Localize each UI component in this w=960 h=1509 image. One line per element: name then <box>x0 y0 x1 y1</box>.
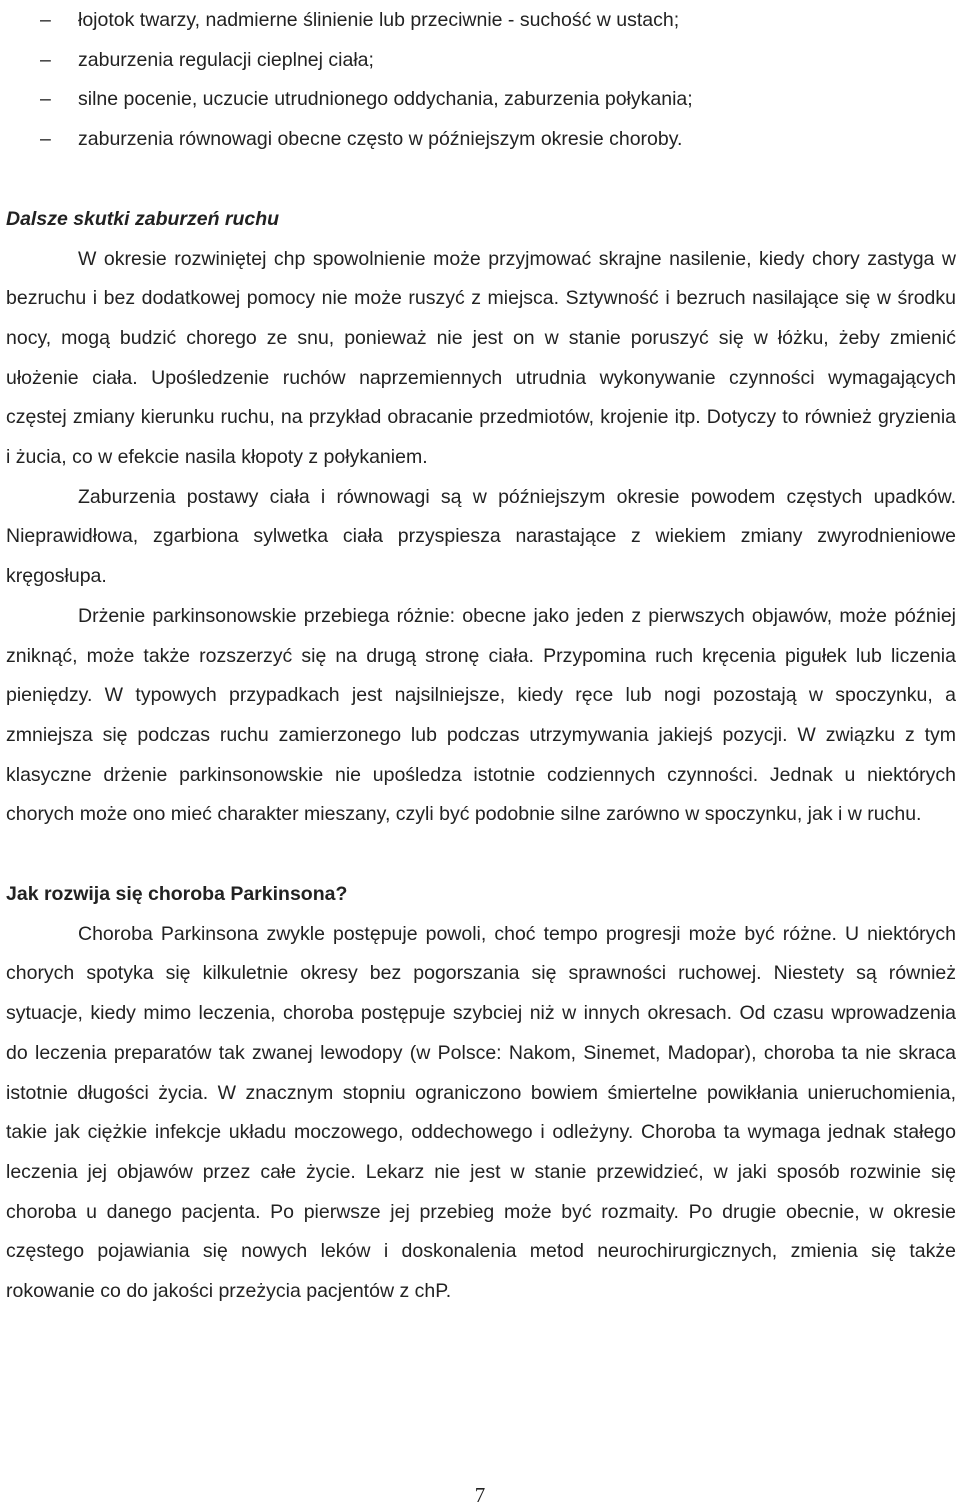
paragraph: Zaburzenia postawy ciała i równowagi są w późniejszym okresie powodem częstych upadków. Nieprawidłowa, zgarbiona sylwetka ciała przyspiesza narastające z wiekiem zmiany zwyrodnieniowe kręgosłupa. <box>6 485 956 588</box>
list-item-text: łojotok twarzy, nadmierne ślinienie lub przeciwnie - suchość w ustach; <box>78 9 680 31</box>
list-item-text: silne pocenie, uczucie utrudnionego oddychania, zaburzenia połykania; <box>78 88 693 111</box>
list-item-text: zaburzenia regulacji cieplnej ciała; <box>78 48 374 71</box>
document-page <box>6 0 956 1312</box>
bullet-dash: – <box>40 128 51 151</box>
symptom-list <box>6 0 956 160</box>
page-number: 7 <box>474 1483 486 1507</box>
bullet-dash: – <box>40 9 51 31</box>
list-item <box>6 1 956 41</box>
list-item <box>6 41 956 81</box>
paragraph: Drżenie parkinsonowskie przebiega różnie: obecne jako jeden z pierwszych objawów, może później zniknąć, może także rozszerzyć się na drugą stronę ciała. Przypomina ruch kręcenia pigułek lub liczenia pieniędzy. W typowych przypadkach jest najsilniejsze, kiedy ręce lub nogi pozostają w spoczynku, a zmniejsza się podczas ruchu zamierzonego lub podczas utrzymywania jakiejś pozycji. W związku z tym klasyczne drżenie parkinsonowskie nie upośledza istotnie codziennych czynności. Jednak u niektórych chorych może ono mieć charakter mieszany, czyli być podobnie silne zarówno w spoczynku, jak i w ruchu. <box>6 604 956 826</box>
section-heading-disease-progression: Jak rozwija się choroba Parkinsona? <box>6 883 348 906</box>
list-item <box>6 120 956 160</box>
bullet-dash: – <box>40 48 51 71</box>
list-item-text: zaburzenia równowagi obecne często w późniejszym okresie choroby. <box>78 128 683 151</box>
section-heading-movement-effects: Dalsze skutki zaburzeń ruchu <box>6 207 280 230</box>
paragraph: W okresie rozwiniętej chp spowolnienie może przyjmować skrajne nasilenie, kiedy chory zastyga w bezruchu i bez dodatkowej pomocy nie może ruszyć z miejsca. Sztywność i bezruch nasilające się w środku nocy, mogą budzić chorego ze snu, ponieważ nie jest on w stanie poruszyć się w łóżku, żeby zmienić ułożenie ciała. Upośledzenie ruchów naprzemiennych utrudnia wykonywanie czynności wymagających częstej zmiany kierunku ruchu, na przykład obracanie przedmiotów, krojenie itp. Dotyczy to również gryzienia i żucia, co w efekcie nasila kłopoty z połykaniem. <box>6 247 956 469</box>
paragraph: Choroba Parkinsona zwykle postępuje powoli, choć tempo progresji może być różne. U niektórych chorych spotyka się kilkuletnie okresy bez pogorszania się sprawności ruchowej. Niestety są również sytuacje, kiedy mimo leczenia, choroba postępuje szybciej niż w innych okresach. Od czasu wprowadzenia do leczenia preparatów tak zwanej lewodopy (w Polsce: Nakom, Sinemet, Madopar), choroba ta nie skraca istotnie długości życia. W znacznym stopniu ograniczono bowiem śmiertelne powikłania unieruchomienia, takie jak ciężkie infekcje układu moczowego, oddechowego i odleżyny. Choroba ta wymaga jednak stałego leczenia jej objawów przez całe życie. Lekarz nie jest w stanie przewidzieć, w jaki sposób rozwinie się choroba u danego pacjenta. Po pierwsze jej przebieg może być rozmaity. Po drugie obecnie, w okresie częstego pojawiania się nowych leków i doskonalenia metod neurochirurgicznych, zmienia się także rokowanie co do jakości przeżycia pacjentów z chP. <box>6 922 956 1303</box>
bullet-dash: – <box>40 88 51 111</box>
list-item <box>6 80 956 120</box>
